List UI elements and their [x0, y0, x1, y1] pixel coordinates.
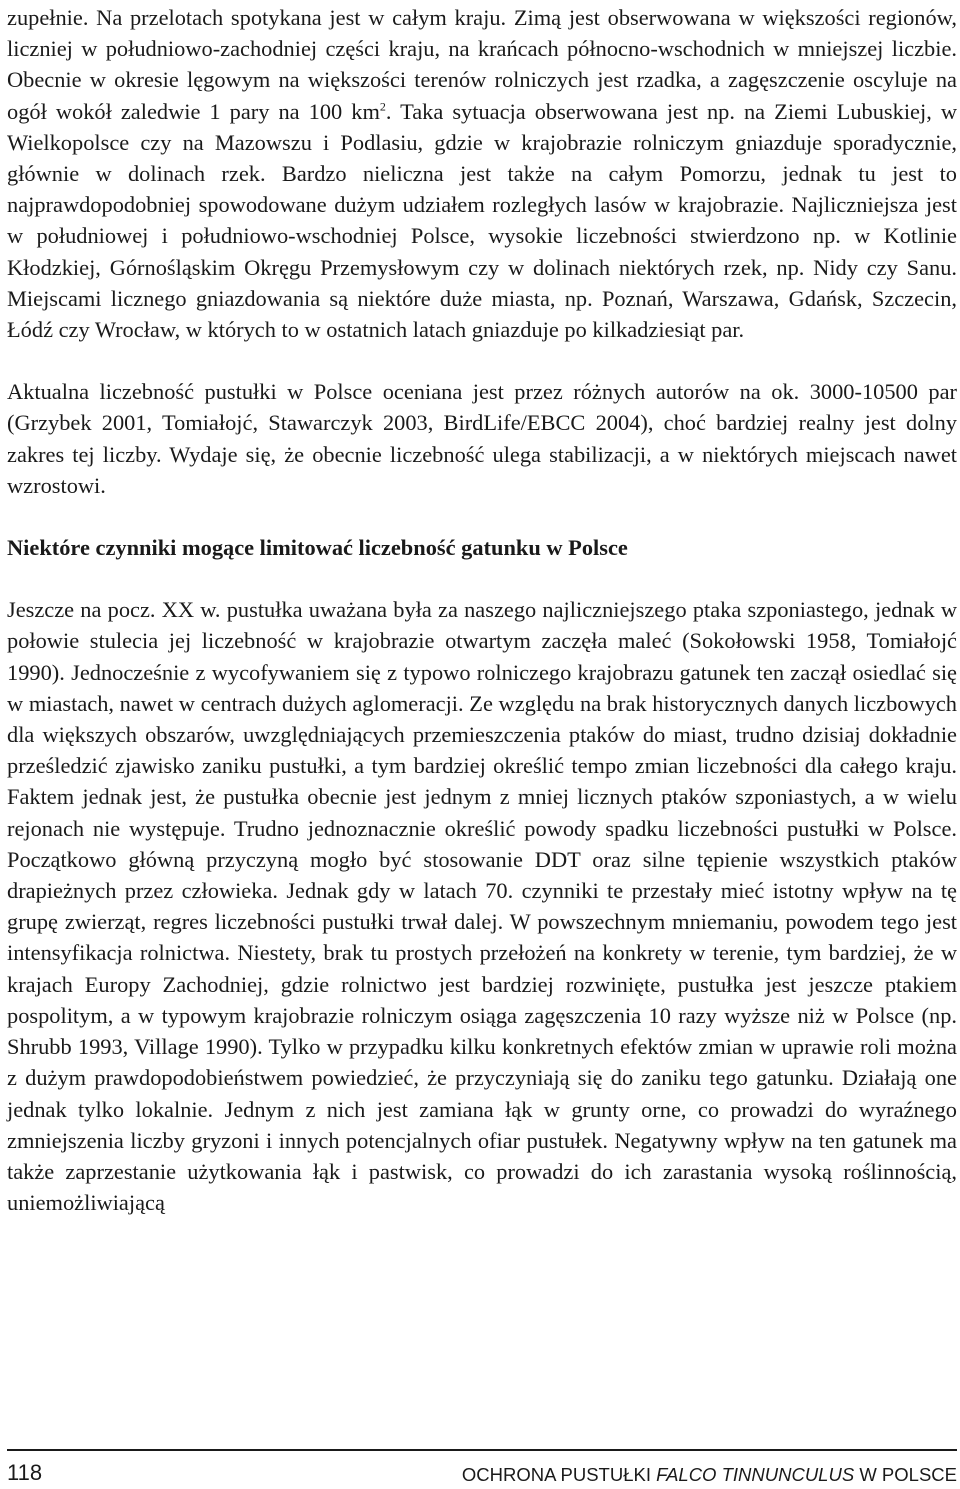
superscript-exponent: 2 [379, 99, 386, 114]
paragraph-text: zupełnie. Na przelotach spotykana jest w całym kraju. Zimą jest obserwowana w większości regionów, liczniej w południowo-zachodniej części kraju, na krańcach północno-wschodnich w mniejszej liczbie. Obecnie w okresie lęgowym na większości terenów rolniczych jest rzadka, a zagęszczenie oscyluje na ogół wokół zaledwie 1 pary na 100 km [7, 5, 957, 124]
footer-divider [7, 1449, 957, 1451]
paragraph-limiting-factors: Jeszcze na pocz. XX w. pustułka uważana była za naszego najliczniejszego ptaka szponiastego, jednak w połowie stulecia jej liczebność w krajobrazie otwartym zaczęła maleć (Sokołowski 1958, Tomiałojć 1990). Jednocześnie z wycofywaniem się z typowo rolniczego krajobrazu gatunek ten zaczął osiedlać się w miastach, nawet w centrach dużych aglomeracji. Ze względu na brak historycznych danych liczbowych dla większych obszarów, uwzględniających przemieszczenia ptaków do miast, trudno dzisiaj dokładnie prześledzić zjawisko zaniku pustułki, a tym bardziej określić tempo zmian liczebności dla całego kraju. Faktem jednak jest, że pustułka obecnie jest jednym z mniej licznych ptaków szponiastych, a w wielu rejonach nie występuje. Trudno jednoznacznie określić powody spadku liczebności pustułki w Polsce. Początkowo główną przyczyną mogło być stosowanie DDT oraz silne tępienie wszystkich ptaków drapieżnych przez człowieka. Jednak gdy w latach 70. czynniki te przestały mieć istotny wpływ na tę grupę zwierząt, regres liczebności pustułki trwał dalej. W powszechnym mniemaniu, powodem tego jest intensyfikacja rolnictwa. Niestety, brak tu prostych przełożeń na konkrety w terenie, tym bardziej, że w krajach Europy Zachodniej, gdzie rolnictwo jest bardziej rozwinięte, pustułka jest jeszcze ptakiem pospolitym, a w typowym krajobrazie rolniczym osiąga zagęszczenia 10 razy wyższe niż w Polsce (np. Shrubb 1993, Village 1990). Tylko w przypadku kilku konkretnych efektów zmian w uprawie roli można z dużym prawdopodobieństwem powiedzieć, że przyczyniają się do zaniku tego gatunku. Działają one jednak tylko lokalnie. Jednym z nich jest zamiana łąk w grunty orne, co prowadzi do wyraźnego zmniejszenia liczby gryzoni i innych potencjalnych ofiar pustułek. Negatywny wpływ na ten gatunek ma także zaprzestanie użytkowania łąk i pastwisk, co prowadzi do ich zarastania wysoką roślinnością, uniemożliwiającą [7, 597, 957, 1216]
paragraph-population: Aktualna liczebność pustułki w Polsce oceniana jest przez różnych autorów na ok. 3000-10500 par (Grzybek 2001, Tomiałojć, Stawarczyk 2003, BirdLife/EBCC 2004), choć bardziej realny jest dolny zakres tej liczby. Wydaje się, że obecnie liczebność ulega stabilizacji, a w niektórych miejscach nawet wzrostowi. [7, 379, 957, 498]
paragraph-text: . Taka sytuacja obserwowana jest np. na Ziemi Lubuskiej, w Wielkopolsce czy na Mazowszu i Podlasiu, gdzie w krajobrazie rolniczym gniazduje sporadycznie, głównie w dolinach rzek. Bardzo nieliczna jest także na całym Pomorzu, jednak tu jest to najprawdopodobniej spowodowane dużym udziałem rozległych lasów w krajobrazie. Najliczniejsza jest w południowej i południowo-wschodniej Polsce, wysokie liczebności stwierdzono np. w Kotlinie Kłodzkiej, Górnośląskim Okręgu Przemysłowym czy w dolinach niektórych rzek, np. Nidy czy Sanu. Miejscami licznego gniazdowania są niektóre duże miasta, np. Poznań, Warszawa, Gdańsk, Szczecin, Łódź czy Wrocław, w których to w ostatnich latach gniazduje po kilkadziesiąt par. [7, 98, 957, 343]
running-title [462, 1461, 957, 1489]
section-heading: Niektóre czynniki mogące limitować liczebność gatunku w Polsce [7, 535, 628, 561]
page-footer [7, 1459, 957, 1487]
page-number: 118 [7, 1460, 43, 1485]
paragraph-distribution [7, 2, 957, 345]
running-title-species: FALCO TINNUNCULUS [656, 1464, 855, 1485]
page-body [7, 2, 957, 1218]
running-title-prefix: OCHRONA PUSTUŁKI [461, 1464, 657, 1485]
running-title-suffix: W POLSCE [854, 1464, 957, 1485]
